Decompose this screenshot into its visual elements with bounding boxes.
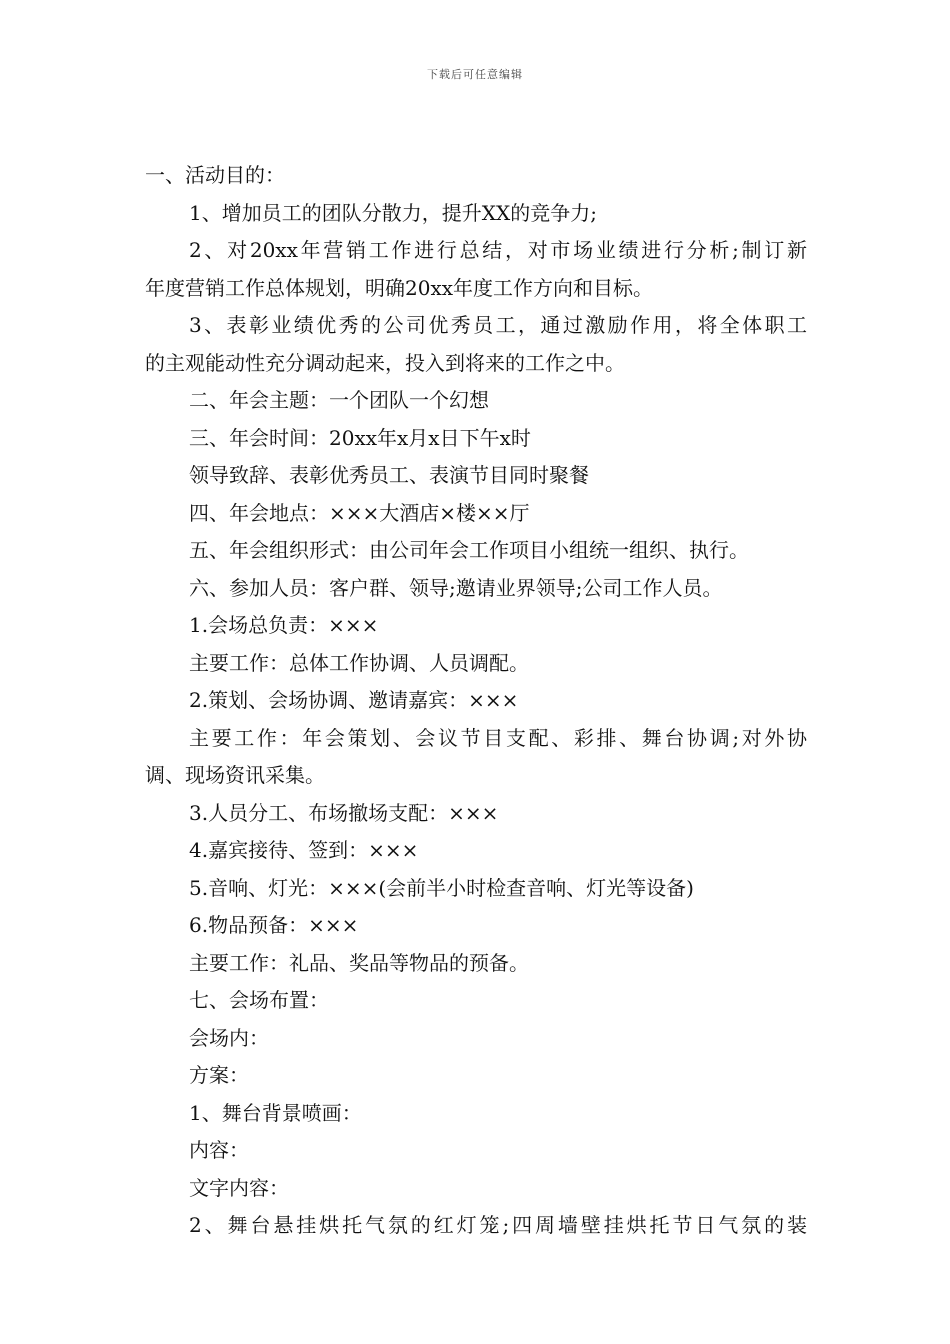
document-body — [145, 157, 807, 1245]
text-line: 七、会场布置： — [189, 988, 329, 1012]
text-line: 方案： — [189, 1063, 249, 1087]
text-line: 主要工作：总体工作协调、人员调配。 — [189, 650, 529, 675]
text-line: 3、表彰业绩优秀的公司优秀员工，通过激励作用，将全体职工 — [189, 313, 807, 337]
text-line: 5.音响、灯光：×××(会前半小时检查音响、灯光等设备) — [189, 875, 694, 900]
text-line: 五、年会组织形式：由公司年会工作项目小组统一组织、执行。 — [189, 538, 749, 562]
text-line: 三、年会时间：20xx年x月x日下午x时 — [189, 425, 531, 450]
text-line: 内容： — [189, 1138, 249, 1162]
text-line: 年度营销工作总体规划，明确20xx年度工作方向和目标。 — [145, 275, 654, 300]
text-line: 二、年会主题：一个团队一个幻想 — [189, 388, 489, 412]
text-line: 1.会场总负责：××× — [189, 613, 379, 637]
text-line: 一、活动目的： — [145, 163, 285, 187]
text-line: 的主观能动性充分调动起来，投入到将来的工作之中。 — [145, 350, 625, 375]
text-line: 2.策划、会场协调、邀请嘉宾：××× — [189, 688, 519, 712]
text-line: 6.物品预备：××× — [189, 913, 359, 937]
text-line: 1、增加员工的团队分散力，提升XX的竞争力; — [189, 200, 597, 225]
text-line: 4.嘉宾接待、签到：××× — [189, 838, 419, 862]
text-line: 调、现场资讯采集。 — [145, 763, 325, 787]
text-line: 3.人员分工、布场撤场支配：××× — [189, 800, 499, 825]
text-line: 主要工作：礼品、奖品等物品的预备。 — [189, 950, 529, 975]
text-line: 会场内： — [189, 1025, 269, 1050]
text-line: 主要工作：年会策划、会议节目支配、彩排、舞台协调;对外协 — [189, 725, 807, 750]
text-line: 2、对20xx年营销工作进行总结，对市场业绩进行分析;制订新 — [189, 238, 807, 262]
text-line: 2、舞台悬挂烘托气氛的红灯笼;四周墙壁挂烘托节日气氛的装 — [189, 1213, 807, 1237]
text-line: 文字内容： — [189, 1175, 289, 1200]
text-line: 1、舞台背景喷画： — [189, 1100, 362, 1125]
text-line: 四、年会地点：×××大酒店×楼××厅 — [189, 500, 530, 525]
text-line: 六、参加人员：客户群、领导;邀请业界领导;公司工作人员。 — [189, 575, 723, 600]
text-line: 领导致辞、表彰优秀员工、表演节目同时聚餐 — [189, 463, 589, 487]
page-header-note: 下载后可任意编辑 — [427, 68, 523, 81]
